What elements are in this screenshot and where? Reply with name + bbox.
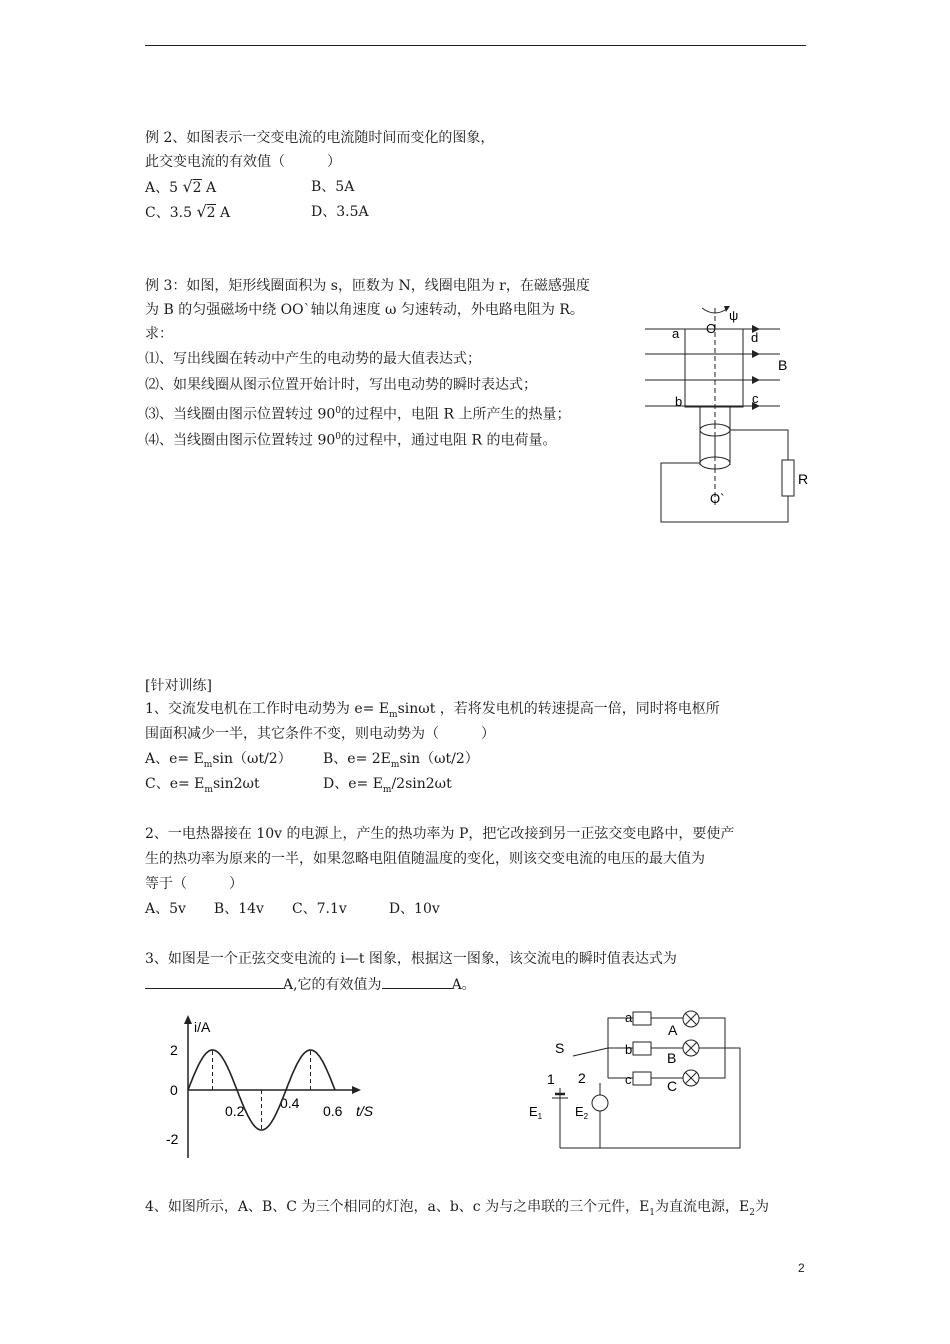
label-R: R	[798, 471, 809, 487]
problem-2-options: A、5v B、14v C、7.1v D、10v	[145, 901, 440, 917]
training-title: [针对训练]	[145, 678, 212, 694]
problem-2-line1: 2、一电热器接在 10v 的电源上，产生的热功率为 P，把它改接到另一正弦交变电路中，要使产	[145, 826, 735, 842]
label-d: d	[751, 330, 759, 345]
ex2-option-b: B、5A	[311, 179, 355, 195]
problem-1-line1: 1、交流发电机在工作时电动势为 $e= E_m\sin\omega t$ ，若将发电机的转速提高一倍，同时将电枢所	[145, 701, 720, 720]
label-E2: $E_2$	[575, 1104, 589, 1121]
x-axis-label: t/S	[356, 1103, 374, 1119]
y-tick-label: 2	[170, 1042, 178, 1058]
element-b	[633, 1042, 651, 1055]
label-lamp-A: A	[668, 1022, 678, 1038]
label-b: b	[625, 1042, 633, 1057]
problem-1-option-d: D、$e= E_m/2\sin 2\omega t$	[323, 776, 452, 795]
lamp-B	[683, 1040, 699, 1056]
label-1: 1	[547, 1071, 555, 1087]
field-arrow-2	[752, 350, 760, 358]
label-b: b	[675, 394, 683, 409]
problem-3-line2: A,它的有效值为 A。	[145, 974, 476, 995]
element-c	[633, 1072, 651, 1085]
x-tick-label: 0.6	[323, 1103, 343, 1119]
label-omega: ψ	[729, 308, 739, 323]
source-E2	[592, 1095, 608, 1111]
ex2-option-a: A、5 √2 A	[145, 177, 217, 196]
problem-2-line3: 等于（ ）	[145, 876, 243, 892]
y-axis-label: i/A	[194, 1019, 211, 1035]
ex2-line2: 此交变电流的有效值（ ）	[145, 154, 341, 170]
problem-2-line2: 生的热功率为原来的一半，如果忽略电阻值随温度的变化，则该交变电流的电压的最大值为	[145, 851, 705, 867]
ex3-question-4: ⑷、当线圈由图示位置转过 $90^0$的过程中，通过电阻 R 的电荷量。	[145, 432, 557, 449]
ex2-line1: 例 2、如图表示一交变电流的电流随时间而变化的图象，	[145, 130, 495, 146]
label-O: O	[706, 321, 717, 336]
label-2: 2	[578, 1070, 586, 1086]
wire-top	[730, 430, 788, 460]
label-B: B	[778, 357, 788, 373]
lamp-C	[683, 1070, 699, 1086]
lamp-A	[683, 1011, 699, 1027]
element-a	[633, 1012, 651, 1025]
problem-1-option-a: A、$e= E_m\sin(\omega t/2)$	[145, 751, 292, 770]
label-c: c	[752, 391, 759, 406]
ex3-line3: 求：	[145, 326, 173, 342]
problem-4-line1: 4、如图所示，A、B、C 为三个相同的灯泡，a、b、c 为与之串联的三个元件，$E_1$为直流电源，$E_2$为	[145, 1199, 769, 1218]
answer-blank-2[interactable]	[382, 974, 452, 989]
label-E1: $E_1$	[529, 1104, 543, 1121]
generator-figure	[640, 300, 820, 530]
header-rule	[145, 45, 806, 46]
problem-1-option-b: B、$e= 2E_m\sin(\omega t/2)$	[323, 751, 479, 770]
label-a: a	[672, 326, 680, 341]
ex2-option-d: D、3.5A	[311, 204, 369, 220]
label-lamp-C: C	[667, 1078, 678, 1094]
ex2-option-c: C、3.5 √2 A	[145, 202, 231, 221]
label-lamp-B: B	[667, 1050, 677, 1066]
label-c: c	[625, 1072, 632, 1087]
x-tick-label: 0.4	[280, 1095, 300, 1111]
ex3-line2: 为 B 的匀强磁场中绕 OO`轴以角速度 ω 匀速转动，外电路电阻为 R。	[145, 302, 584, 318]
coil	[685, 329, 743, 407]
ex3-line1: 例 3：如图，矩形线圈面积为 s，匝数为 N，线圈电阻为 r，在磁感强度	[145, 278, 590, 294]
y-axis-arrow	[184, 1015, 192, 1024]
problem-3-line1: 3、如图是一个正弦交变电流的 i—t 图象，根据这一图象，该交流电的瞬时值表达式为	[145, 951, 677, 967]
label-S: S	[555, 1040, 565, 1056]
label-a: a	[625, 1010, 633, 1025]
resistor-R	[782, 460, 794, 496]
lamp-circuit	[515, 1008, 750, 1158]
y-tick-label: -2	[166, 1131, 179, 1147]
label-O-prime: O`	[710, 491, 725, 506]
problem-1-line2: 围面积减少一半，其它条件不变，则电动势为（ ）	[145, 726, 495, 742]
switch-S	[573, 1048, 608, 1056]
x-tick-label: 0.2	[225, 1103, 245, 1119]
wire-bottom	[661, 463, 788, 522]
current-time-chart	[160, 1012, 390, 1162]
y-tick-label: 0	[170, 1082, 178, 1098]
ex3-question-2: ⑵、如果线圈从图示位置开始计时，写出电动势的瞬时表达式；	[145, 377, 537, 393]
ex3-question-1: ⑴、写出线圈在转动中产生的电动势的最大值表达式；	[145, 351, 481, 367]
page-number: 2	[798, 1261, 805, 1275]
answer-blank-1[interactable]	[145, 974, 283, 989]
wire-return	[560, 1048, 740, 1148]
problem-1-option-c: C、$e= E_m\sin 2\omega t$	[145, 776, 260, 795]
x-axis-arrow	[352, 1086, 361, 1094]
field-arrow-3	[752, 376, 760, 384]
ex3-question-3: ⑶、当线圈由图示位置转过 $90^0$的过程中，电阻 R 上所产生的热量；	[145, 406, 571, 423]
